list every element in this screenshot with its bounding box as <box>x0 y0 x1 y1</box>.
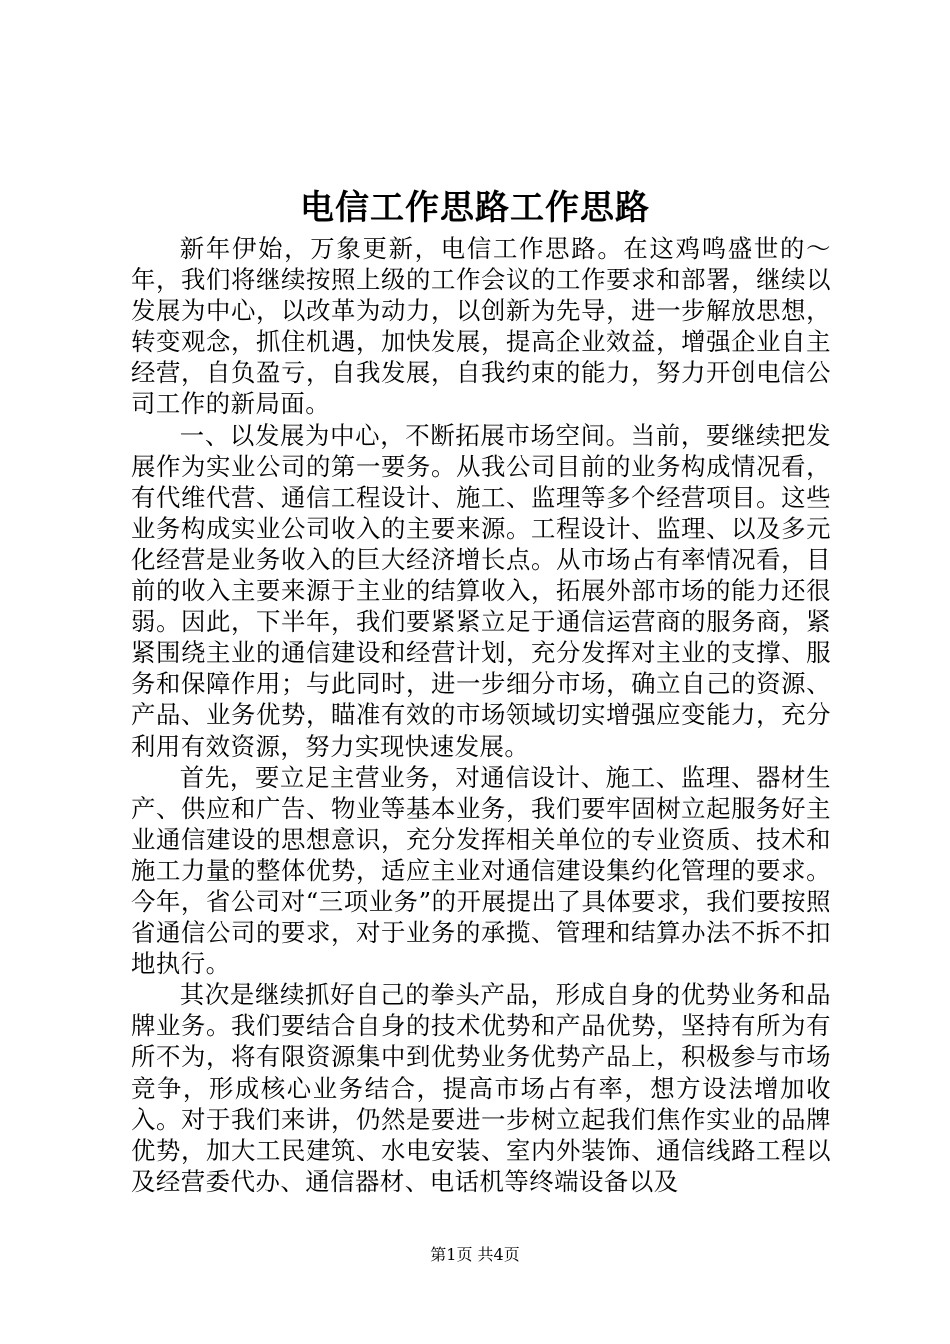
page-number-footer: 第1页 共4页 <box>430 1245 520 1264</box>
paragraph-section-one: 一、以发展为中心，不断拓展市场空间。当前，要继续把发展作为实业公司的第一要务。从我公司目前的业务构成情况看，有代维代营、通信工程设计、施工、监理等多个经营项目。这些业务构成实业公司收入的主要来源。工程设计、监理、以及多元化经营是业务收入的巨大经济增长点。从市场占有率情况看，目前的收入主要来源于主业的结算收入，拓展外部市场的能力还很弱。因此，下半年，我们要紧紧立足于通信运营商的服务商，紧紧围绕主业的通信建设和经营计划，充分发挥对主业的支撑、服务和保障作用；与此同时，进一步细分市场，确立自己的资源、产品、业务优势，瞄准有效的市场领域切实增强应变能力，充分利用有效资源，努力实现快速发展。 <box>131 420 831 761</box>
document-title: 电信工作思路工作思路 <box>300 188 650 228</box>
paragraph-second: 其次是继续抓好自己的拳头产品，形成自身的优势业务和品牌业务。我们要结合自身的技术优势和产品优势，坚持有所为有所不为，将有限资源集中到优势业务优势产品上，积极参与市场竞争，形成核心业务结合，提高市场占有率，想方设法增加收入。对于我们来讲，仍然是要进一步树立起我们焦作实业的品牌优势，加大工民建筑、水电安装、室内外装饰、通信线路工程以及经营委代办、通信器材、电话机等终端设备以及 <box>131 980 831 1196</box>
document-body <box>131 233 831 1197</box>
paragraph-first: 首先，要立足主营业务，对通信设计、施工、监理、器材生产、供应和广告、物业等基本业务，我们要牢固树立起服务好主业通信建设的思想意识，充分发挥相关单位的专业资质、技术和施工力量的整体优势，适应主业对通信建设集约化管理的要求。今年，省公司对“三项业务”的开展提出了具体要求，我们要按照省通信公司的要求，对于业务的承揽、管理和结算办法不拆不扣地执行。 <box>131 762 831 979</box>
paragraph-intro: 新年伊始，万象更新，电信工作思路。在这鸡鸣盛世的～年，我们将继续按照上级的工作会议的工作要求和部署，继续以发展为中心，以改革为动力，以创新为先导，进一步解放思想，转变观念，抓住机遇，加快发展，提高企业效益，增强企业自主经营，自负盈亏，自我发展，自我约束的能力，努力开创电信公司工作的新局面。 <box>131 234 831 419</box>
